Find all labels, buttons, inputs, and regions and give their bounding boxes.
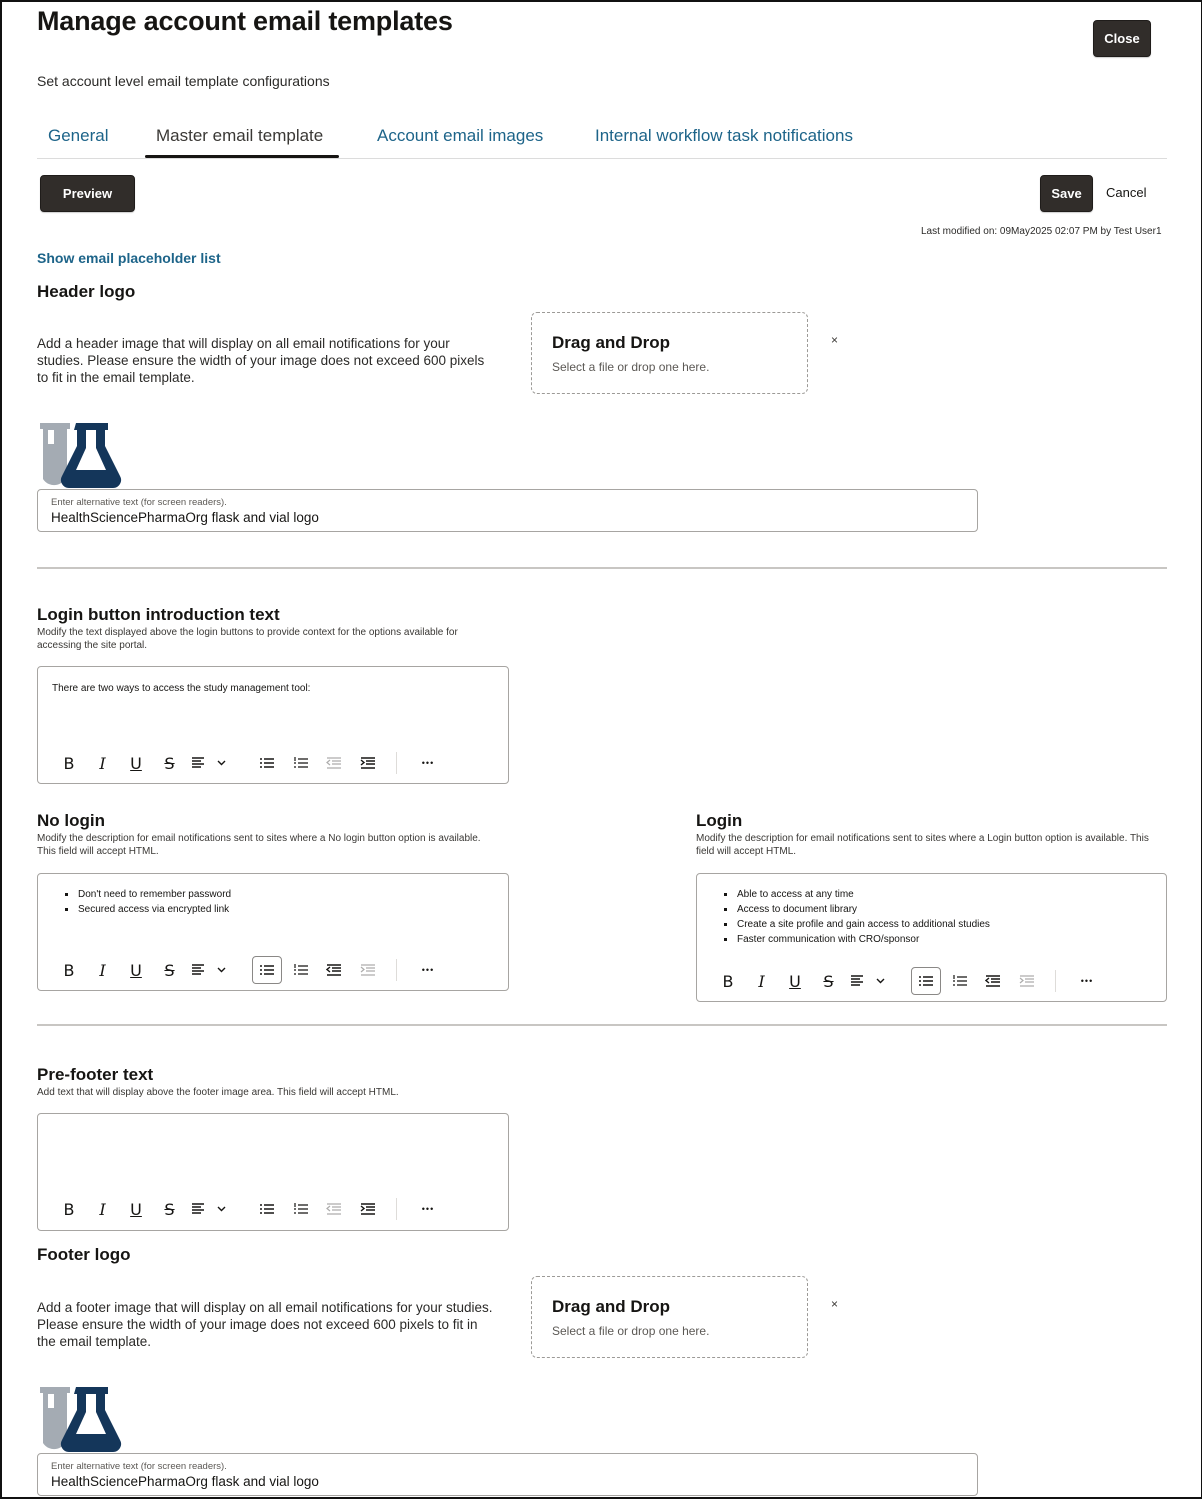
indent-button[interactable] xyxy=(353,956,383,984)
no-login-title: No login xyxy=(37,811,105,830)
tab-bar xyxy=(37,118,1167,159)
outdent-button[interactable] xyxy=(319,1195,349,1223)
numbered-list-icon xyxy=(293,964,309,976)
header-logo-title: Header logo xyxy=(37,282,136,301)
toolbar-separator xyxy=(396,959,397,981)
align-left-icon xyxy=(191,756,227,770)
show-placeholder-list-link[interactable]: Show email placeholder list xyxy=(37,250,221,266)
flask-vial-logo-icon xyxy=(38,421,122,489)
bullet-list-button[interactable] xyxy=(252,956,282,984)
ellipsis-icon: ••• xyxy=(421,965,435,975)
flask-vial-logo-icon xyxy=(38,1385,122,1453)
pre-footer-title: Pre-footer text xyxy=(37,1065,154,1084)
strikethrough-button[interactable] xyxy=(155,1195,185,1223)
strikethrough-icon: S xyxy=(164,753,175,773)
bold-icon: B xyxy=(63,753,75,773)
align-dropdown[interactable] xyxy=(188,1195,230,1223)
rich-text-toolbar xyxy=(54,749,447,777)
footer-logo-title: Footer logo xyxy=(37,1245,131,1264)
strikethrough-button[interactable] xyxy=(155,956,185,984)
bold-button[interactable] xyxy=(54,749,84,777)
numbered-list-icon xyxy=(952,975,968,987)
rich-text-toolbar xyxy=(713,967,1106,995)
bullet-list-button[interactable] xyxy=(252,1195,282,1223)
outdent-icon xyxy=(985,975,1001,987)
underline-icon: U xyxy=(789,971,801,991)
underline-button[interactable] xyxy=(121,1195,151,1223)
close-button[interactable]: Close xyxy=(1093,20,1151,57)
more-options-button[interactable] xyxy=(1072,967,1102,995)
login-intro-title: Login button introduction text xyxy=(37,605,280,624)
strikethrough-icon: S xyxy=(823,971,834,991)
dropzone-subtitle: Select a file or drop one here. xyxy=(552,360,710,374)
numbered-list-button[interactable] xyxy=(945,967,975,995)
footer-logo-alt-text-input[interactable] xyxy=(51,1474,951,1489)
outdent-button[interactable] xyxy=(319,749,349,777)
more-options-button[interactable] xyxy=(413,749,443,777)
underline-button[interactable] xyxy=(121,956,151,984)
italic-button[interactable] xyxy=(747,967,777,995)
rich-text-toolbar xyxy=(54,956,447,984)
header-logo-dropzone[interactable] xyxy=(531,312,808,394)
underline-button[interactable] xyxy=(780,967,810,995)
list-item: Access to document library xyxy=(737,902,990,917)
cancel-button[interactable]: Cancel xyxy=(1106,185,1147,200)
last-modified-text: Last modified on: 09May2025 02:07 PM by Test User1 xyxy=(921,226,1162,237)
dropzone-title: Drag and Drop xyxy=(552,1297,671,1316)
strikethrough-button[interactable] xyxy=(814,967,844,995)
indent-icon xyxy=(1019,975,1035,987)
tab-account-email-images[interactable]: Account email images xyxy=(377,126,544,145)
footer-logo-alt-text-field[interactable] xyxy=(37,1453,978,1496)
pre-footer-editor[interactable] xyxy=(37,1113,509,1231)
list-item: Secured access via encrypted link xyxy=(78,904,230,915)
align-dropdown[interactable] xyxy=(847,967,889,995)
italic-icon: I xyxy=(99,960,106,980)
bullet-list-icon xyxy=(259,1203,275,1215)
indent-icon xyxy=(360,964,376,976)
indent-icon xyxy=(360,757,376,769)
login-intro-editor[interactable] xyxy=(37,666,509,784)
page-subtitle: Set account level email template configurations xyxy=(37,73,330,89)
active-tab-indicator xyxy=(145,155,339,158)
tab-master-email-template[interactable]: Master email template xyxy=(156,126,324,145)
italic-button[interactable] xyxy=(88,1195,118,1223)
outdent-button[interactable] xyxy=(319,956,349,984)
bullet-list-icon xyxy=(918,975,934,987)
bullet-list-button[interactable] xyxy=(252,749,282,777)
bold-button[interactable] xyxy=(713,967,743,995)
strikethrough-icon: S xyxy=(164,1199,175,1219)
bullet-list-icon xyxy=(259,964,275,976)
section-divider xyxy=(37,567,1167,569)
footer-logo-image xyxy=(38,1385,122,1453)
italic-icon: I xyxy=(758,971,765,991)
list-item: Able to access at any time xyxy=(737,887,990,902)
indent-button[interactable] xyxy=(353,1195,383,1223)
header-logo-image xyxy=(38,421,122,489)
no-login-content[interactable] xyxy=(58,887,231,917)
section-divider xyxy=(37,1024,1167,1026)
bold-icon: B xyxy=(722,971,734,991)
tab-internal-workflow-task-notifications[interactable]: Internal workflow task notifications xyxy=(595,126,853,145)
outdent-icon xyxy=(326,964,342,976)
login-editor[interactable] xyxy=(696,873,1167,1002)
bold-icon: B xyxy=(63,960,75,980)
italic-icon: I xyxy=(99,1199,106,1219)
footer-logo-dropzone[interactable] xyxy=(531,1276,808,1358)
bold-icon: B xyxy=(63,1199,75,1219)
numbered-list-button[interactable] xyxy=(286,749,316,777)
header-logo-alt-text-field[interactable] xyxy=(37,489,978,532)
align-left-icon xyxy=(191,1202,227,1216)
login-title: Login xyxy=(696,811,743,830)
more-options-button[interactable] xyxy=(413,1195,443,1223)
login-intro-content[interactable]: There are two ways to access the study management tool: xyxy=(52,683,311,694)
align-dropdown[interactable] xyxy=(188,749,230,777)
underline-icon: U xyxy=(130,960,142,980)
ellipsis-icon: ••• xyxy=(421,758,435,768)
toolbar-separator xyxy=(1055,970,1056,992)
outdent-icon xyxy=(326,1203,342,1215)
indent-button[interactable] xyxy=(1012,967,1042,995)
list-item: Don't need to remember password xyxy=(78,889,232,900)
underline-button[interactable] xyxy=(121,749,151,777)
bold-button[interactable] xyxy=(54,1195,84,1223)
list-item: Create a site profile and gain access to additional studies xyxy=(737,919,990,930)
underline-icon: U xyxy=(130,1199,142,1219)
login-content[interactable] xyxy=(717,887,990,947)
bold-button[interactable] xyxy=(54,956,84,984)
page-title: Manage account email templates xyxy=(37,6,453,36)
no-login-editor[interactable] xyxy=(37,873,509,991)
alt-text-label: Enter alternative text (for screen readers). xyxy=(51,1461,227,1472)
save-button[interactable]: Save xyxy=(1040,175,1093,212)
indent-button[interactable] xyxy=(353,749,383,777)
dropzone-subtitle: Select a file or drop one here. xyxy=(552,1324,710,1338)
indent-icon xyxy=(360,1203,376,1215)
pre-footer-description: Add text that will display above the footer image area. This field will accept HTML. xyxy=(37,1087,399,1098)
numbered-list-icon xyxy=(293,1203,309,1215)
remove-footer-logo-icon[interactable]: × xyxy=(831,1297,839,1311)
align-left-icon xyxy=(850,974,886,988)
login-description: Modify the description for email notifications sent to sites where a Login button option is available. This field will accept HTML. xyxy=(696,833,1149,857)
italic-button[interactable] xyxy=(88,956,118,984)
ellipsis-icon: ••• xyxy=(421,1204,435,1214)
login-intro-description: Modify the text displayed above the login buttons to provide context for the options available for accessing the site portal. xyxy=(37,627,458,651)
no-login-description: Modify the description for email notifications sent to sites where a No login button option is available. This field will accept HTML. xyxy=(37,833,481,857)
ellipsis-icon: ••• xyxy=(1080,976,1094,986)
header-logo-alt-text-input[interactable] xyxy=(51,510,951,525)
numbered-list-icon xyxy=(293,757,309,769)
toolbar-separator xyxy=(396,752,397,774)
preview-button[interactable]: Preview xyxy=(40,175,135,212)
remove-header-logo-icon[interactable]: × xyxy=(831,333,839,347)
tab-general[interactable]: General xyxy=(48,126,109,145)
list-item: Faster communication with CRO/sponsor xyxy=(737,932,990,947)
italic-button[interactable] xyxy=(88,749,118,777)
header-logo-description: Add a header image that will display on all email notifications for your studies. Please ensure the width of your image does not exceed 600 pixels to fit in the email template. xyxy=(37,336,485,385)
strikethrough-icon: S xyxy=(164,960,175,980)
numbered-list-button[interactable] xyxy=(286,1195,316,1223)
footer-logo-description: Add a footer image that will display on all email notifications for your studies. Please ensure the width of your image does not exceed 600 pixels to fit in the email template. xyxy=(37,1300,493,1349)
alt-text-label: Enter alternative text (for screen readers). xyxy=(51,497,227,508)
toolbar-separator xyxy=(396,1198,397,1220)
align-left-icon xyxy=(191,963,227,977)
rich-text-toolbar xyxy=(54,1195,447,1223)
bullet-list-icon xyxy=(259,757,275,769)
numbered-list-button[interactable] xyxy=(286,956,316,984)
dropzone-title: Drag and Drop xyxy=(552,333,671,352)
underline-icon: U xyxy=(130,753,142,773)
align-dropdown[interactable] xyxy=(188,956,230,984)
bullet-list-button[interactable] xyxy=(911,967,941,995)
outdent-icon xyxy=(326,757,342,769)
more-options-button[interactable] xyxy=(413,956,443,984)
italic-icon: I xyxy=(99,753,106,773)
outdent-button[interactable] xyxy=(978,967,1008,995)
strikethrough-button[interactable] xyxy=(155,749,185,777)
